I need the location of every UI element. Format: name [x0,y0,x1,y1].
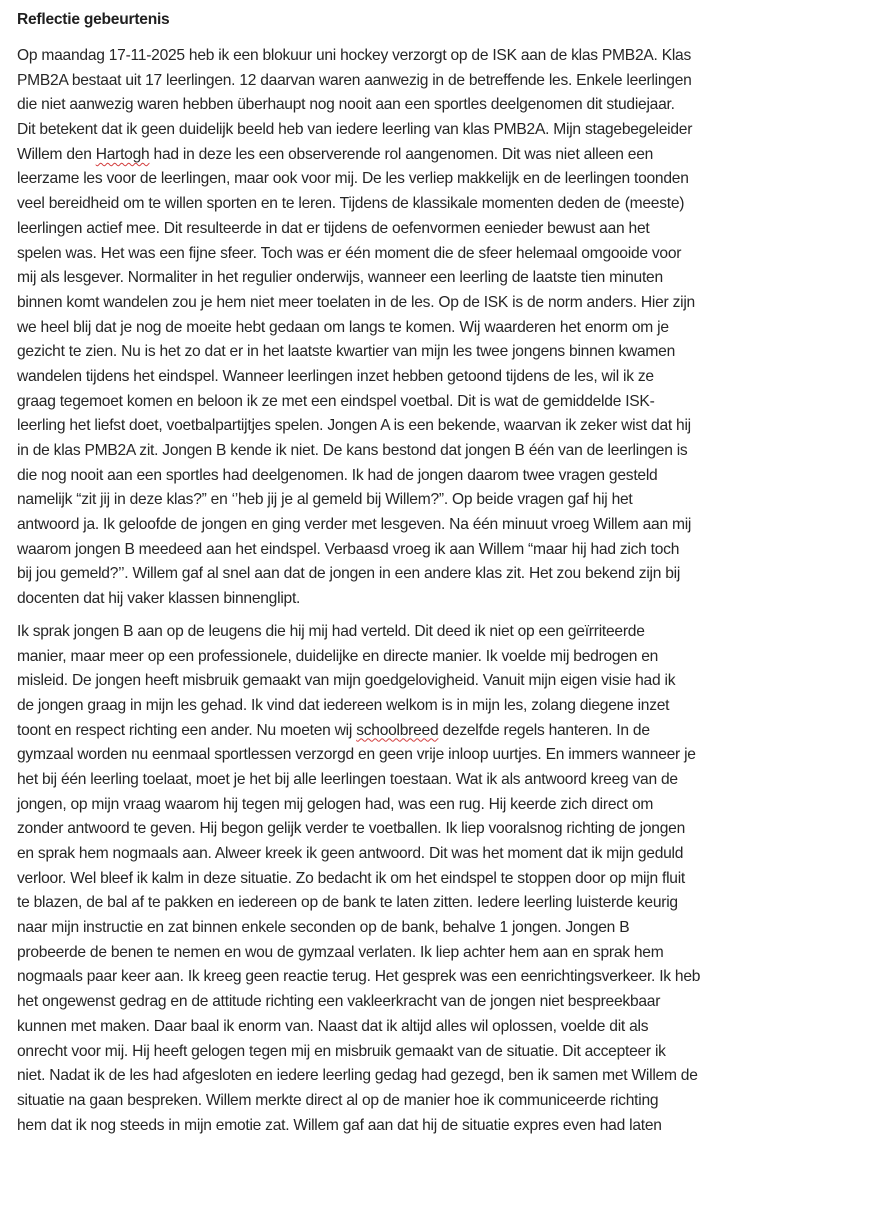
text-line: docenten dat hij vaker klassen binnenglipt. [17,590,301,608]
text-line: Op maandag 17-11-2025 heb ik een blokuur uni hockey verzorgt op de ISK aan de klas PMB2A. Klas [17,47,692,64]
text-line: de jongen graag in mijn les gehad. Ik vind dat iedereen welkom is in mijn les, zolang diegene inzet [17,696,670,714]
document-page [17,6,877,1138]
text-line: het ongewenst gedrag en de attitude richting een vakleerkracht van de jongen niet bespreekbaar [17,993,661,1011]
text-line: Ik sprak jongen B aan op de leugens die hij mij had verteld. Dit deed ik niet op een geïrriteerde [17,622,645,640]
text-line: kunnen met maken. Daar baal ik enorm van. Naast dat ik altijd alles wil oplossen, voelde dit als [17,1017,649,1035]
text-line: wandelen tijdens het eindspel. Wanneer leerlingen inzet hebben getoond tijdens de les, wil ik ze [17,367,654,385]
text-line: toont en respect richting een ander. Nu moeten wij schoolbreed dezelfde regels hanteren. In de [17,721,650,739]
text-line: leerlingen actief mee. Dit resulteerde in dat er tijdens de oefenvormen eenieder bewust aan het [17,219,650,237]
text-line: veel bereidheid om te willen sporten en te leren. Tijdens de klassikale momenten deden de (meeste) [17,195,685,213]
text-line: bij jou gemeld?’’. Willem gaf al snel aan dat de jongen in een andere klas zit. Het zou bekend zijn bij [17,565,681,583]
document-body [17,44,877,1138]
text-line: zonder antwoord te geven. Hij begon gelijk verder te voetballen. Ik liep vooralsnog richting de jongen [17,820,685,838]
text-line: antwoord ja. Ik geloofde de jongen en ging verder met lesgeven. Na één minuut vroeg Willem aan mij [17,516,692,534]
text-line: het bij één leerling toelaat, moet je het bij alle leerlingen toestaan. Wat ik als antwoord kreeg van de [17,770,678,788]
text-line: PMB2A bestaat uit 17 leerlingen. 12 daarvan waren aanwezig in de betreffende les. Enkele leerlingen [17,71,692,89]
text-line: jongen, op mijn vraag waarom hij tegen mij gelogen had, was een rug. Hij keerde zich direct om [17,795,654,813]
text-line: spelen was. Het was een fijne sfeer. Toch was er één moment die de sfeer helemaal omgooide voor [17,244,682,262]
spellcheck-flagged-word: Hartogh [95,145,150,163]
text-line: naar mijn instructie en zat binnen enkele seconden op de bank, behalve 1 jongen. Jongen B [17,919,630,937]
text-line: Willem den Hartogh had in deze les een observerende rol aangenomen. Dit was niet alleen een [17,145,654,163]
text-line: gymzaal worden nu eenmaal sportlessen verzorgd en geen vrije inloop uurtjes. En immers wanneer je [17,746,696,764]
text-line: binnen komt wandelen zou je hem niet meer toelaten in de les. Op de ISK is de norm anders. Hier zijn [17,293,695,311]
text-line: leerzame les voor de leerlingen, maar ook voor mij. De les verliep makkelijk en de leerlingen toonden [17,170,689,188]
text-line: probeerde de benen te nemen en wou de gymzaal verlaten. Ik liep achter hem aan en sprak hem [17,943,664,961]
spellcheck-flagged-word: schoolbreed [356,721,439,739]
text-line: te blazen, de bal af te pakken en iedereen op de bank te laten zitten. Iedere leerling luisterde keurig [17,894,678,912]
text-line: manier, maar meer op een professionele, duidelijke en directe manier. Ik voelde mij bedrogen en [17,647,659,665]
text-line: we heel blij dat je nog de moeite hebt gedaan om langs te komen. Wij waarderen het enorm om je [17,318,669,336]
text-line: situatie na gaan bespreken. Willem merkte direct al op de manier hoe ik communiceerde richting [17,1091,659,1109]
text-line: misleid. De jongen heeft misbruik gemaakt van mijn goedgelovigheid. Vanuit mijn eigen visie had ik [17,672,676,690]
text-line: die niet aanwezig waren hebben überhaupt nog nooit aan een sportles deelgenomen dit studiejaar. [17,96,675,114]
text-line: mij als lesgever. Normaliter in het regulier onderwijs, wanneer een leerling de laatste tien minuten [17,269,663,287]
text-line: hem dat ik nog steeds in mijn emotie zat. Willem gaf aan dat hij de situatie expres even had laten [17,1116,662,1134]
text-line: gezicht te zien. Nu is het zo dat er in het laatste kwartier van mijn les twee jongens binnen kwamen [17,343,676,361]
text-line: Dit betekent dat ik geen duidelijk beeld heb van iedere leerling van klas PMB2A. Mijn stagebegeleider [17,121,693,139]
document-title: Reflectie gebeurtenis [17,11,170,28]
text-line: in de klas PMB2A zit. Jongen B kende ik niet. De kans bestond dat jongen B één van de leerlingen is [17,442,688,459]
text-line: nogmaals paar keer aan. Ik kreeg geen reactie terug. Het gesprek was een eenrichtingsverkeer. Ik heb [17,968,701,986]
text-line: verloor. Wel bleef ik kalm in deze situatie. Zo bedacht ik om het eindspel te stoppen door op mijn fluit [17,869,686,887]
text-line: die nog nooit aan een sportles had deelgenomen. Ik had de jongen daarom twee vragen gesteld [17,466,658,484]
text-line: graag tegemoet komen en beloon ik ze met een eindspel voetbal. Dit is wat de gemiddelde ISK- [17,392,655,410]
paragraph [17,44,877,612]
text-line: en sprak hem nogmaals aan. Alweer kreek ik geen antwoord. Dit was het moment dat ik mijn geduld [17,845,684,862]
text-line: niet. Nadat ik de les had afgesloten en iedere leerling gedag had gezegd, ben ik samen met Willem de [17,1067,698,1085]
text-line: leerling het liefst doet, voetbalpartijtjes spelen. Jongen A is een bekende, waarvan ik zeker wist dat hij [17,417,691,435]
text-line: onrecht voor mij. Hij heeft gelogen tegen mij en misbruik gemaakt van de situatie. Dit accepteer ik [17,1042,666,1060]
text-line: waarom jongen B meedeed aan het eindspel. Verbaasd vroeg ik aan Willem “maar hij had zich toch [17,540,680,558]
paragraph [17,620,877,1138]
text-line: namelijk “zit jij in deze klas?” en ‘’heb jij je al gemeld bij Willem?”. Op beide vragen gaf hij het [17,491,633,509]
